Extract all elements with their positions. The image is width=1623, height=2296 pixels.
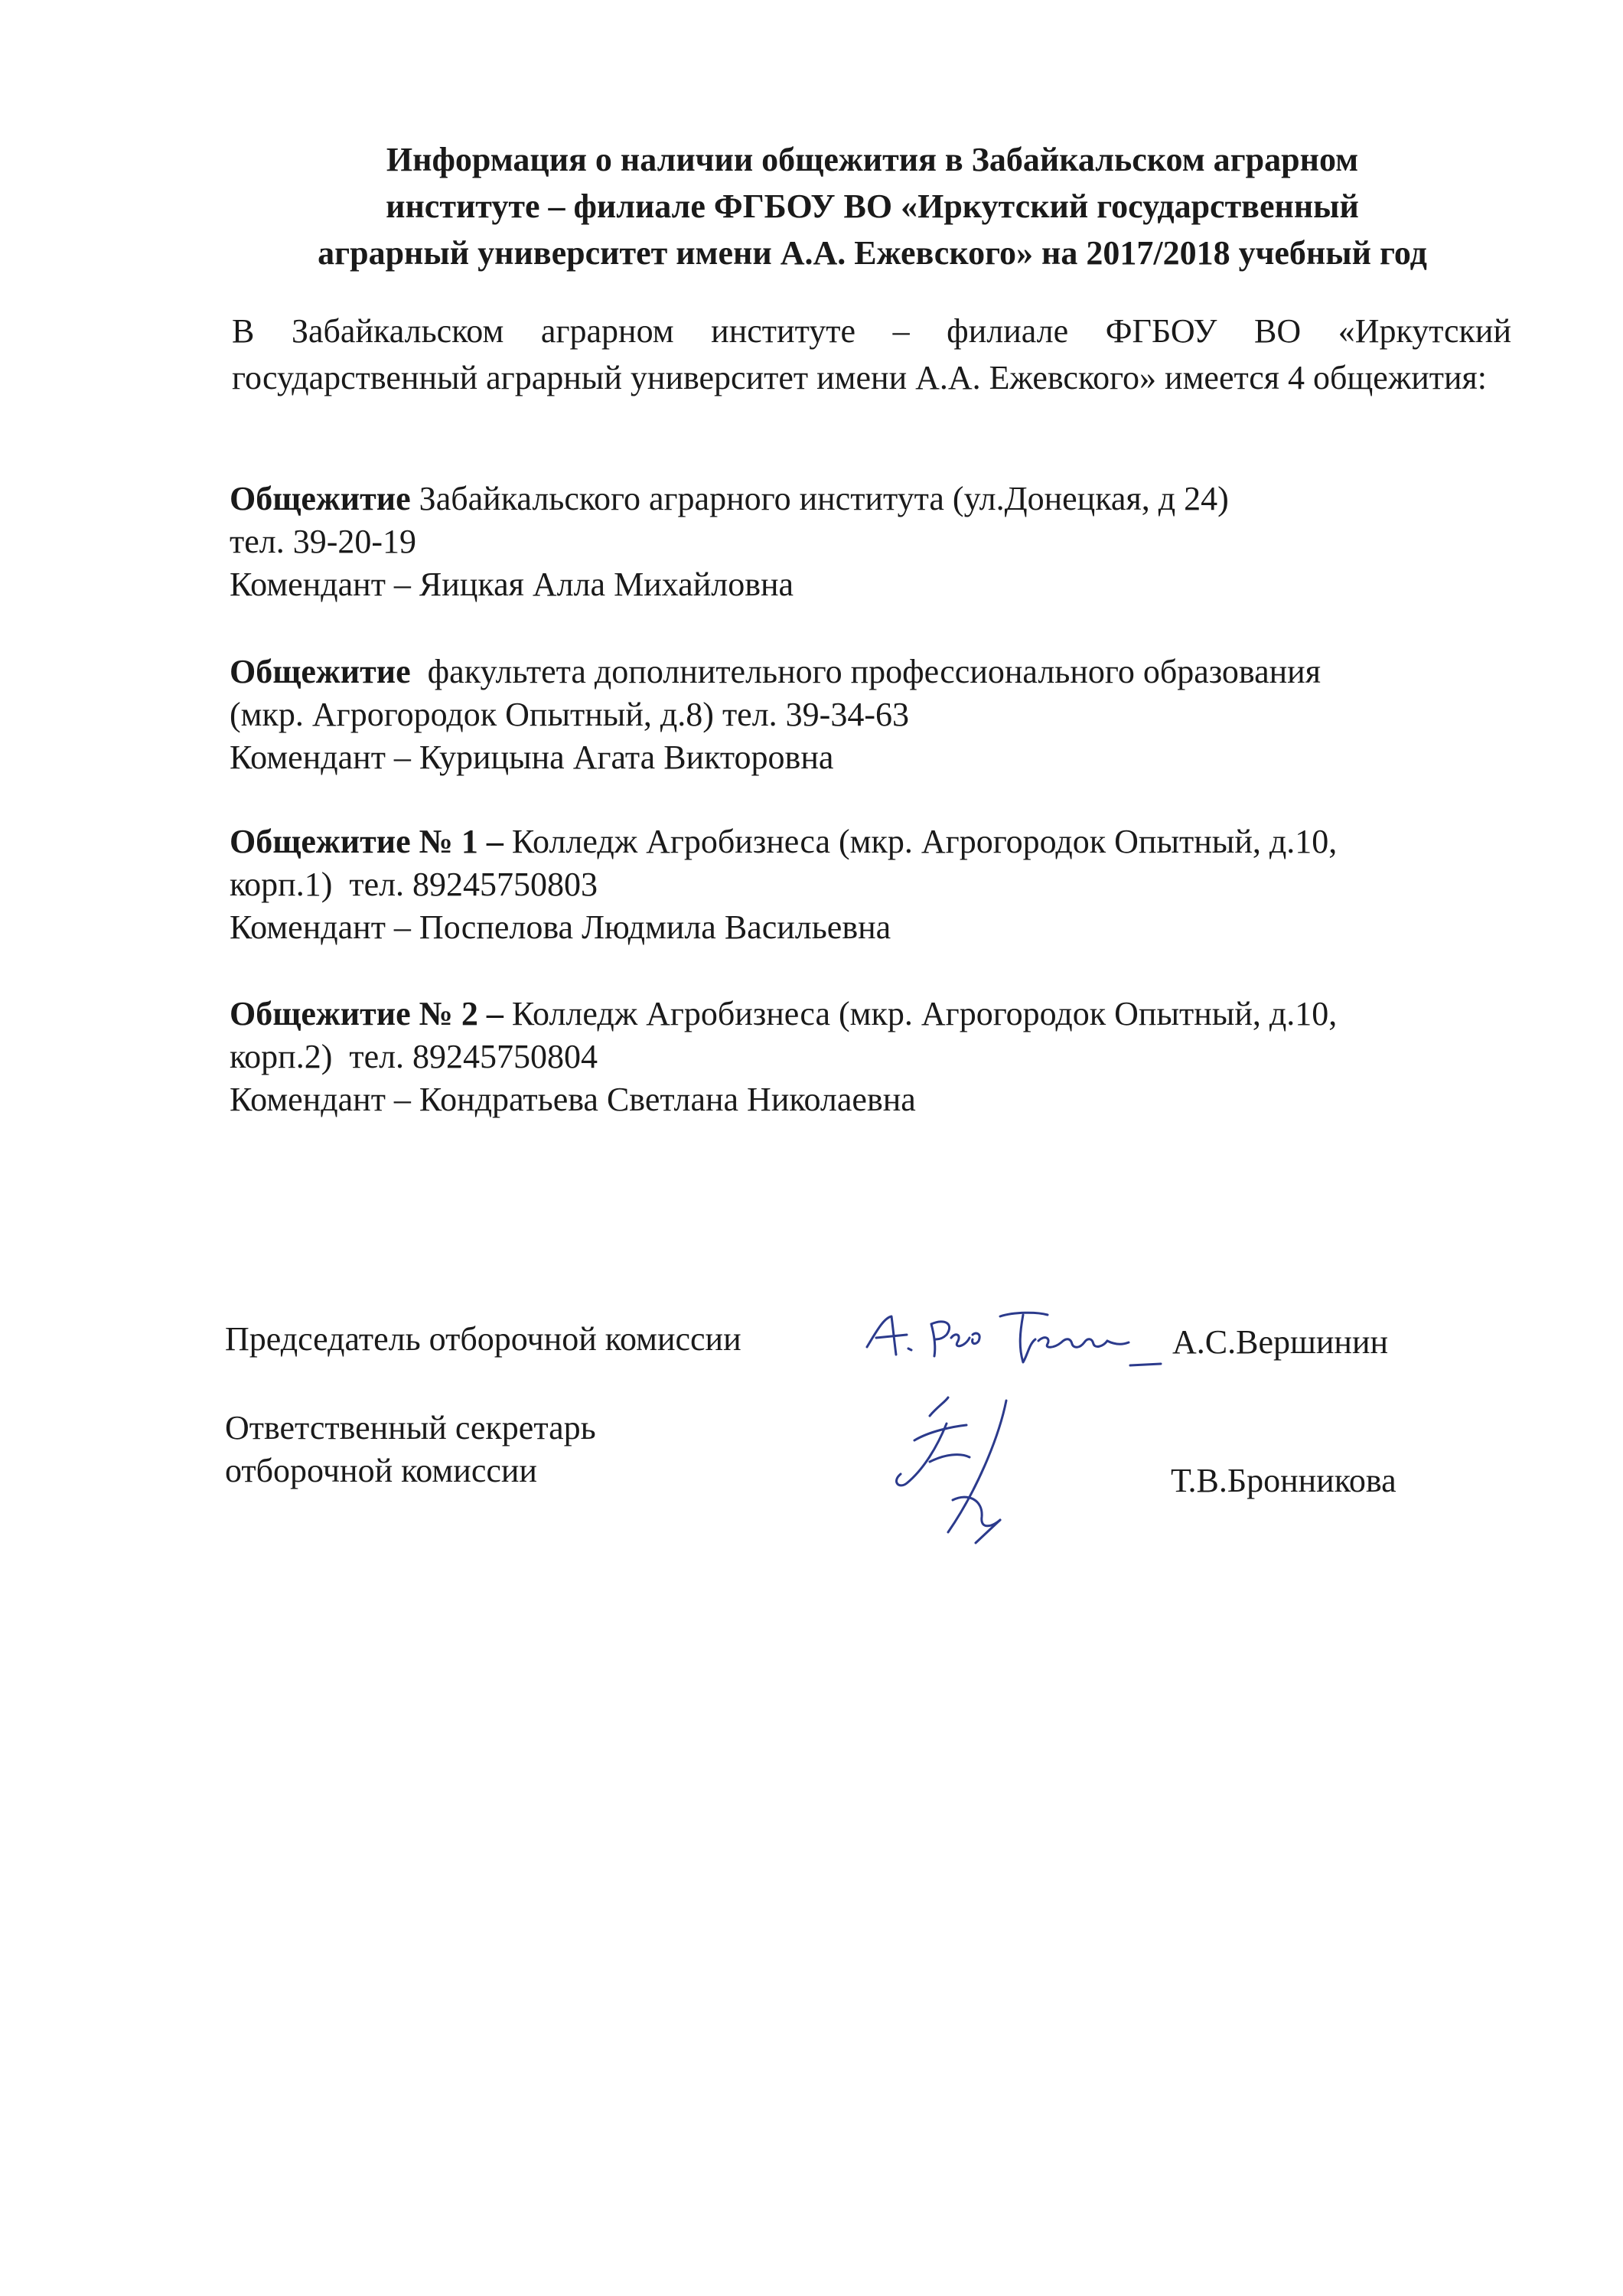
dormitory-block xyxy=(230,651,1530,779)
secretary-name: Т.В.Бронникова xyxy=(1171,1462,1396,1499)
dormitory-phone: корп.2) тел. 89245750804 xyxy=(230,1038,598,1075)
dormitory-block xyxy=(230,993,1530,1121)
dormitory-address: Колледж Агробизнеса (мкр. Агрогородок Опытный, д.10, xyxy=(503,823,1338,860)
dormitory-manager: Комендант – Яицкая Алла Михайловна xyxy=(230,566,794,603)
secretary-title-line: отборочной комиссии xyxy=(225,1452,537,1489)
dormitory-phone: корп.1) тел. 89245750803 xyxy=(230,866,598,903)
title-line: институте – филиале ФГБОУ ВО «Иркутский государственный xyxy=(386,188,1359,225)
dormitory-address: Забайкальского аграрного института (ул.Донецкая, д 24) xyxy=(410,480,1229,517)
secretary-title-line: Ответственный секретарь xyxy=(225,1409,596,1446)
chair-name: А.С.Вершинин xyxy=(1172,1323,1389,1361)
dormitory-address: факультета дополнительного профессионального образования xyxy=(410,653,1321,690)
dormitory-heading: Общежитие xyxy=(230,480,411,517)
chair-title: Председатель отборочной комиссии xyxy=(225,1320,741,1358)
dormitory-heading: Общежитие xyxy=(230,653,411,690)
dormitory-manager: Комендант – Кондратьева Светлана Николаевна xyxy=(230,1081,916,1118)
chair-signature xyxy=(861,1301,1182,1378)
dormitory-line xyxy=(230,820,1530,863)
dormitory-line xyxy=(230,478,1530,520)
intro-paragraph: В Забайкальском аграрном институте – филиале ФГБОУ ВО «Иркутский государственный аграрный университет имени А.А. Ежевского» имеется 4 общежития: xyxy=(232,312,1511,396)
dormitory-block xyxy=(230,820,1530,949)
secretary-signature xyxy=(884,1393,1052,1546)
secretary-title xyxy=(225,1407,596,1492)
title-line: аграрный университет имени А.А. Ежевского» на 2017/2018 учебный год xyxy=(318,234,1427,272)
dormitory-address: Колледж Агробизнеса (мкр. Агрогородок Опытный, д.10, xyxy=(503,995,1338,1032)
dormitory-phone: (мкр. Агрогородок Опытный, д.8) тел. 39-34-63 xyxy=(230,696,909,733)
title-line: Информация о наличии общежития в Забайкальском аграрном xyxy=(386,141,1359,178)
dormitory-line xyxy=(230,993,1530,1035)
dormitory-line xyxy=(230,651,1530,693)
document-title xyxy=(230,136,1515,276)
dormitory-heading: Общежитие № 1 – xyxy=(230,823,504,860)
dormitory-manager: Комендант – Поспелова Людмила Васильевна xyxy=(230,908,891,946)
dormitory-heading: Общежитие № 2 – xyxy=(230,995,504,1032)
dormitory-phone: тел. 39-20-19 xyxy=(230,523,417,560)
dormitory-block xyxy=(230,478,1530,606)
dormitory-manager: Комендант – Курицына Агата Викторовна xyxy=(230,739,834,776)
